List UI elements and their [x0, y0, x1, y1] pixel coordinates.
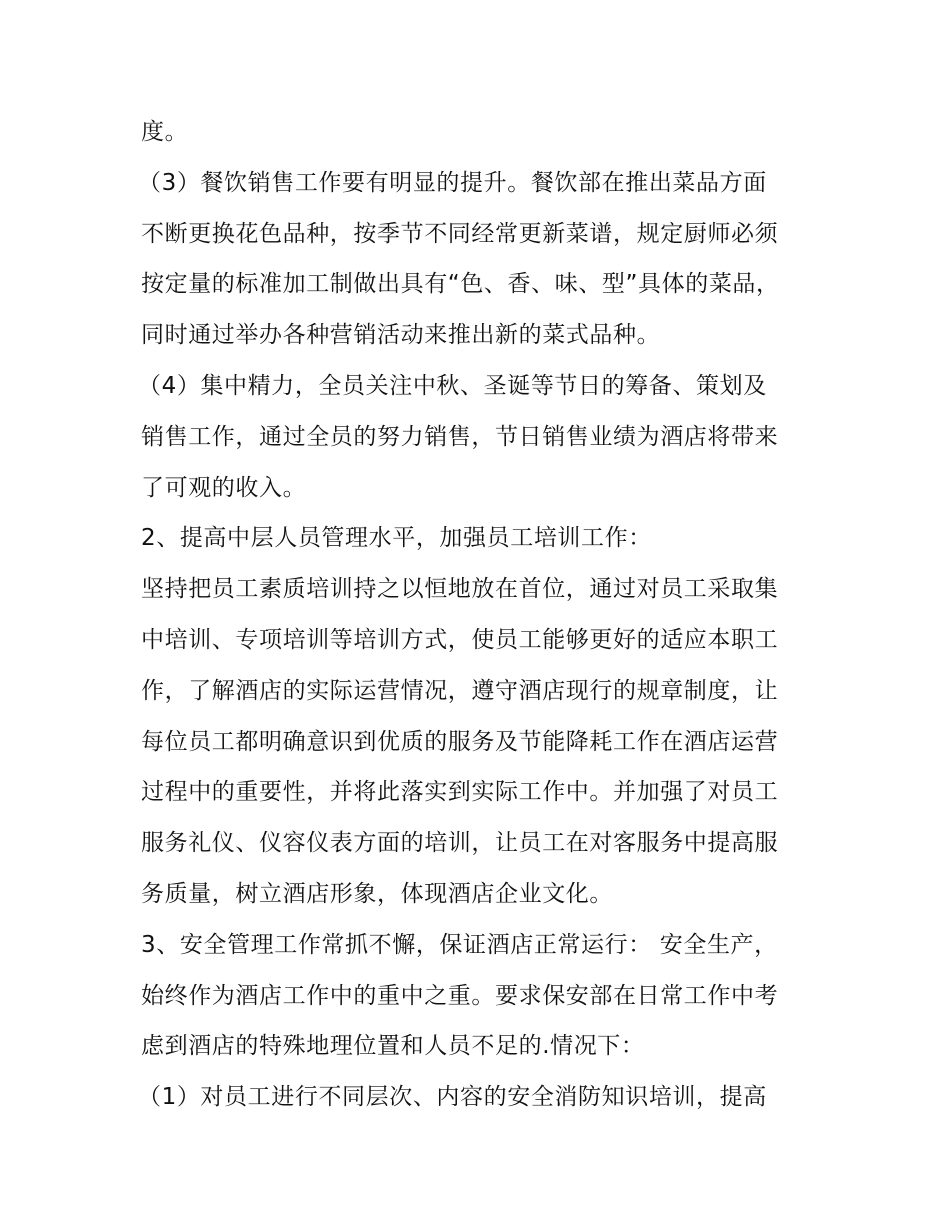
text-line: 始终作为酒店工作中的重中之重。要求保安部在日常工作中考: [141, 982, 779, 1009]
text-line: 务质量，树立酒店形象，体现酒店企业文化。: [141, 880, 613, 907]
text-line: 中培训、专项培训等培训方式，使员工能够更好的适应本职工: [141, 626, 779, 653]
text-line: 每位员工都明确意识到优质的服务及节能降耗工作在酒店运营: [141, 728, 779, 755]
text-line: 坚持把员工素质培训持之以恒地放在首位，通过对员工采取集: [141, 576, 779, 603]
text-line: 服务礼仪、仪容仪表方面的培训，让员工在对客服务中提高服: [141, 830, 779, 857]
text-line: （3）餐饮销售工作要有明显的提升。餐饮部在推出菜品方面: [138, 169, 767, 196]
text-line: 不断更换花色品种，按季节不同经常更新菜谱，规定厨师必须: [141, 220, 779, 247]
text-line: （1）对员工进行不同层次、内容的安全消防知识培训，提高: [138, 1084, 767, 1111]
text-line: 同时通过举办各种营销活动来推出新的菜式品种。: [141, 322, 661, 349]
text-line: 按定量的标准加工制做出具有“色、香、味、型”具体的菜品，: [141, 271, 780, 298]
text-line: 度。: [141, 119, 189, 145]
document-body: [138, 107, 821, 1123]
section-heading: 3、安全管理工作常抓不懈，保证酒店正常运行： 安全生产，: [141, 931, 778, 958]
text-line: 作，了解酒店的实际运营情况，遵守酒店现行的规章制度，让: [141, 677, 779, 704]
text-line: 过程中的重要性，并将此落实到实际工作中。并加强了对员工: [141, 779, 779, 806]
text-line: （4）集中精力，全员关注中秋、圣诞等节日的筹备、策划及: [138, 372, 767, 399]
text-line: 虑到酒店的特殊地理位置和人员不足的.情况下：: [141, 1033, 645, 1060]
section-heading: 2、提高中层人员管理水平，加强员工培训工作：: [141, 525, 652, 552]
text-line: 销售工作，通过全员的努力销售，节日销售业绩为酒店将带来: [141, 423, 779, 450]
text-line: 了可观的收入。: [141, 474, 307, 501]
